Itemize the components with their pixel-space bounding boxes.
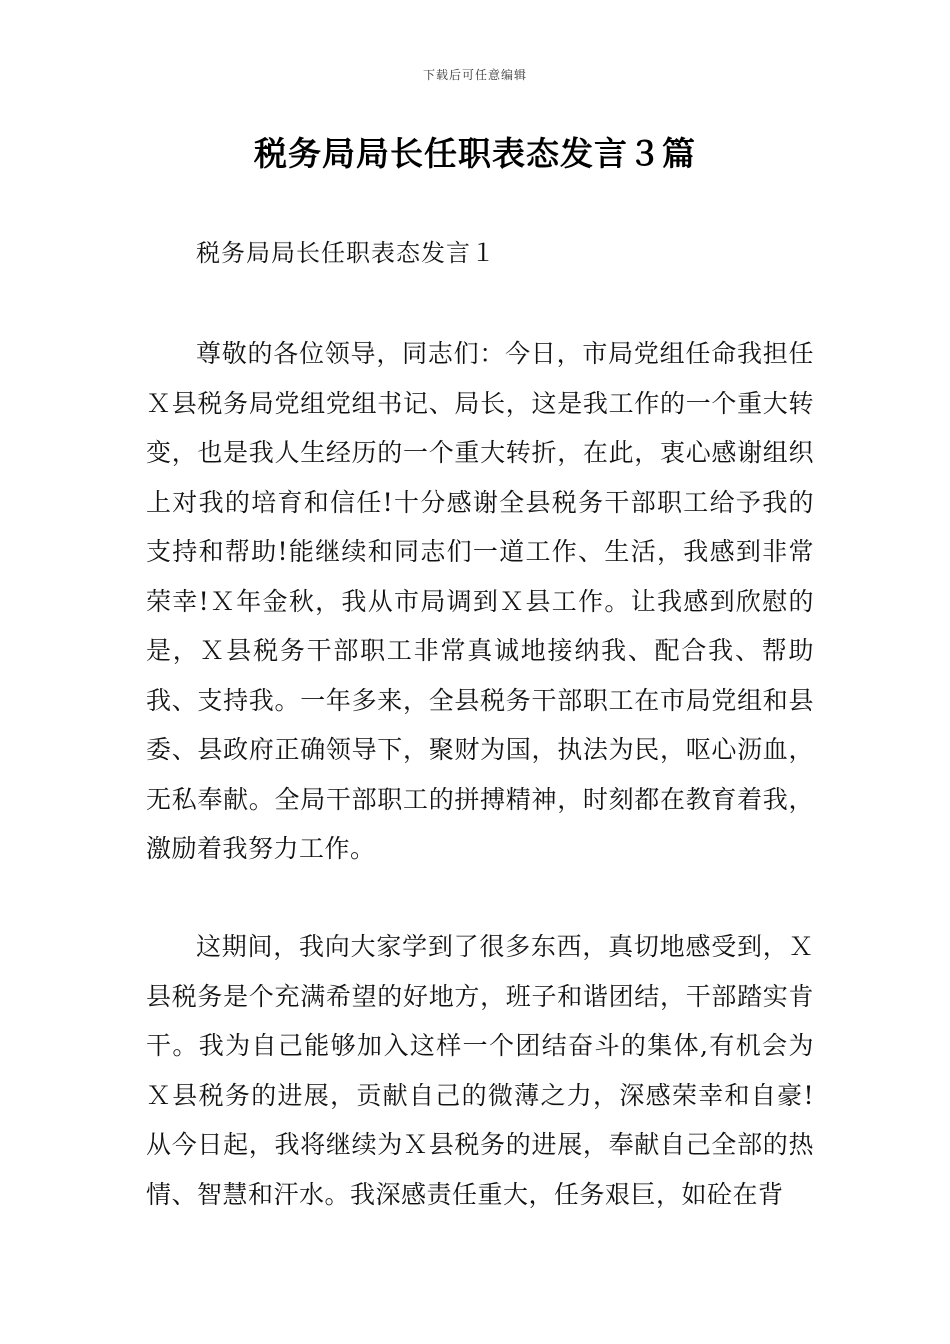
document-title: 税务局局长任职表态发言３篇	[254, 134, 696, 173]
body-paragraph: 这期间，我向大家学到了很多东西，真切地感受到，Ｘ县税务是个充满希望的好地方，班子和谐团结，干部踏实肯干。我为自己能够加入这样一个团结奋斗的集体,有机会为Ｘ县税务的进展，贡献自己的微薄之力，深感荣幸和自豪!从今日起，我将继续为Ｘ县税务的进展，奉献自己全部的热情、智慧和汗水。我深感责任重大，任务艰巨，如砼在背	[146, 932, 814, 1209]
body-paragraph: 尊敬的各位领导，同志们：今日，市局党组任命我担任Ｘ县税务局党组党组书记、局长，这是我工作的一个重大转变，也是我人生经历的一个重大转折，在此，衷心感谢组织上对我的培育和信任!十分感谢全县税务干部职工给予我的支持和帮助!能继续和同志们一道工作、生活，我感到非常荣幸!Ｘ年金秋，我从市局调到Ｘ县工作。让我感到欣慰的是，Ｘ县税务干部职工非常真诚地接纳我、配合我、帮助我、支持我。一年多来，全县税务干部职工在市局党组和县委、县政府正确领导下，聚财为国，执法为民，呕心沥血，无私奉献。全局干部职工的拼搏精神，时刻都在教育着我，激励着我努力工作。	[146, 339, 814, 863]
header-note: 下载后可任意编辑	[422, 68, 527, 82]
section-subtitle: 税务局局长任职表态发言１	[196, 239, 496, 267]
